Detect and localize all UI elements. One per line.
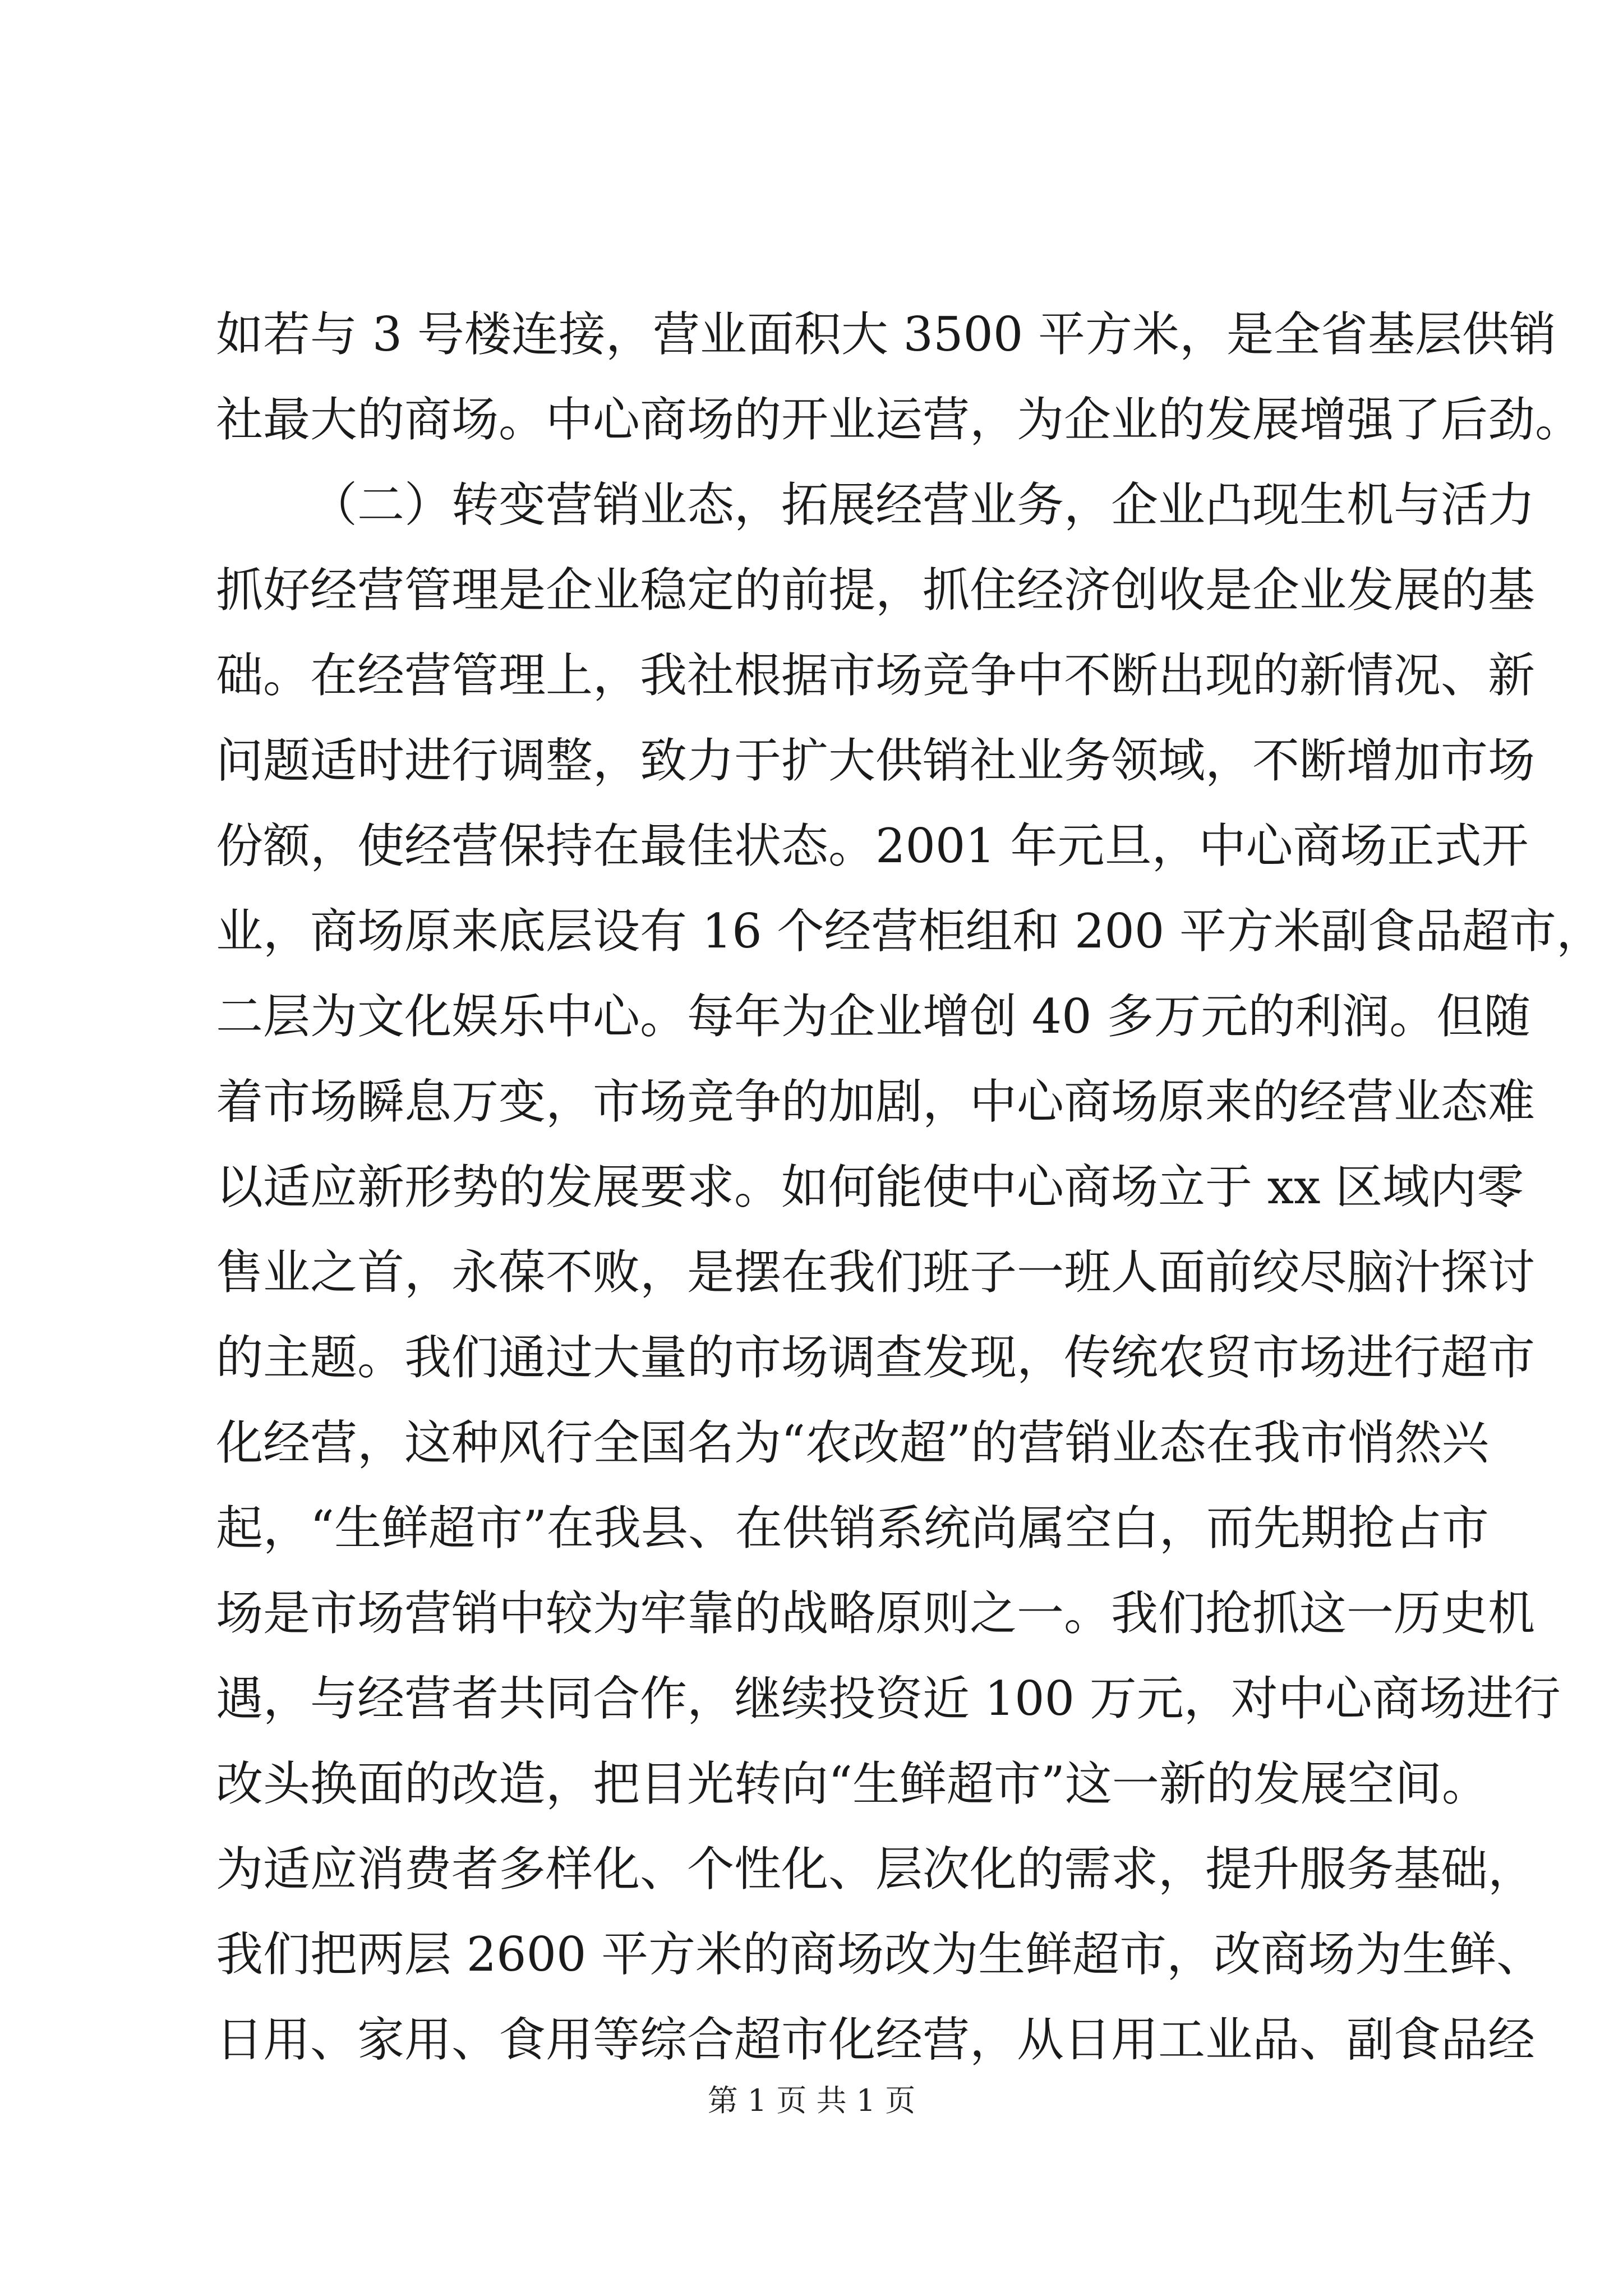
text-line: 化经营，这种风行全国名为“农改超”的营销业态在我市悄然兴 xyxy=(216,1415,1489,1470)
text-line: 的主题。我们通过大量的市场调查发现，传统农贸市场进行超市 xyxy=(216,1330,1536,1385)
text-line: 业，商场原来底层设有 16 个经营柜组和 200 平方米副食品超市， xyxy=(216,904,1604,959)
text-line: 场是市场营销中较为牢靠的战略原则之一。我们抢抓这一历史机 xyxy=(216,1586,1536,1641)
text-line: 社最大的商场。中心商场的开业运营，为企业的发展增强了后劲。 xyxy=(216,392,1583,447)
text-line: 二层为文化娱乐中心。每年为企业增创 40 多万元的利润。但随 xyxy=(216,989,1531,1044)
text-line: 起，“生鲜超市”在我县、在供销系统尚属空白，而先期抢占市 xyxy=(216,1501,1489,1556)
text-line: 遇，与经营者共同合作，继续投资近 100 万元，对中心商场进行 xyxy=(216,1671,1561,1726)
text-line: 售业之首，永葆不败，是摆在我们班子一班人面前绞尽脑汁探讨 xyxy=(216,1245,1536,1300)
text-line: 着市场瞬息万变，市场竞争的加剧，中心商场原来的经营业态难 xyxy=(216,1074,1536,1129)
text-line: 改头换面的改造，把目光转向“生鲜超市”这一新的发展空间。 xyxy=(216,1756,1489,1811)
text-line: 抓好经营管理是企业稳定的前提，抓住经济创收是企业发展的基 xyxy=(216,563,1536,618)
text-line: 如若与 3 号楼连接，营业面积大 3500 平方米，是全省基层供销 xyxy=(216,307,1557,362)
text-line: 以适应新形势的发展要求。如何能使中心商场立于 xx 区域内零 xyxy=(216,1159,1524,1214)
text-line: 日用、家用、食用等综合超市化经营，从日用工业品、副食品经 xyxy=(216,2012,1536,2067)
document-body xyxy=(216,292,1604,2082)
text-line: 份额，使经营保持在最佳状态。2001 年元旦，中心商场正式开 xyxy=(216,818,1529,873)
text-line: 为适应消费者多样化、个性化、层次化的需求，提升服务基础， xyxy=(216,1842,1536,1897)
page-footer: 第 1 页 共 1 页 xyxy=(707,2083,916,2118)
section-heading: （二）转变营销业态，拓展经营业务，企业凸现生机与活力 xyxy=(310,477,1536,532)
text-line: 础。在经营管理上，我社根据市场竞争中不断出现的新情况、新 xyxy=(216,648,1536,703)
text-line: 问题适时进行调整，致力于扩大供销社业务领域，不断增加市场 xyxy=(216,733,1536,788)
text-line: 我们把两层 2600 平方米的商场改为生鲜超市，改商场为生鲜、 xyxy=(216,1927,1544,1982)
